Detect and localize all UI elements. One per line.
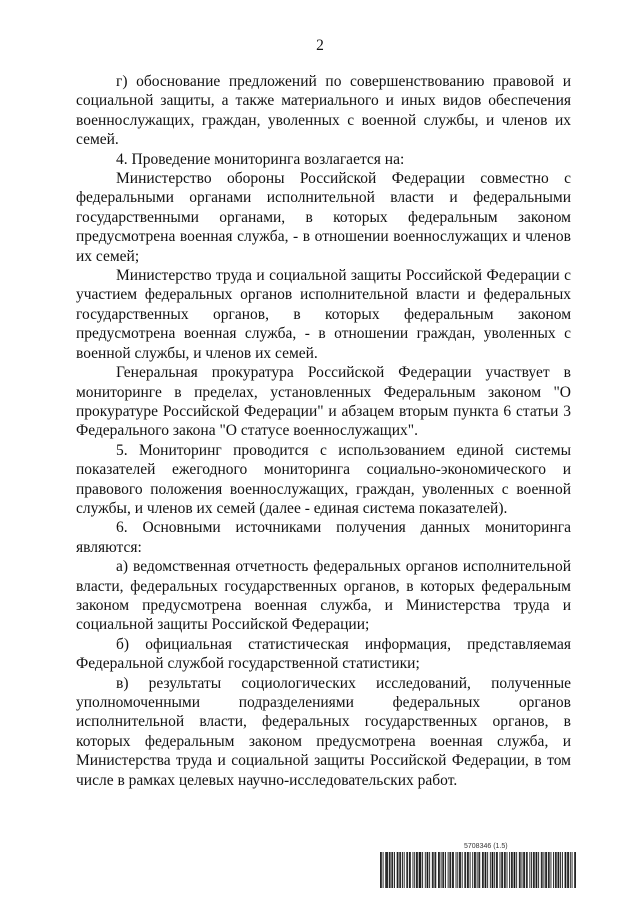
barcode <box>380 842 576 892</box>
paragraph: Генеральная прокуратура Российской Федерации участвует в мониторинге в пределах, установленных Федеральным законом "О прокуратуре Российской Федерации" и абзацем вторым пункта 6 статьи 3 Федерального закона "О статусе военнослужащих". <box>76 364 571 440</box>
barcode-caption: 5708346 (1.5) <box>464 843 508 850</box>
paragraph: 5. Мониторинг проводится с использованием единой системы показателей ежегодного мониторинга социально-экономического и правового положения военнослужащих, граждан, уволенных с военной службы, и членов их семей (далее - единая система показателей). <box>76 441 571 517</box>
paragraph: б) официальная статистическая информация, представляемая Федеральной службой государственной статистики; <box>76 635 571 673</box>
paragraph: в) результаты социологических исследований, полученные уполномоченными подразделениями федеральных органов исполнительной власти, федеральных государственных органов, в которых федеральным законом предусмотрена военная служба, и Министерства труда и социальной защиты Российской Федерации, в том числе в рамках целевых научно-исследовательских работ. <box>76 674 571 789</box>
paragraph: Министерство труда и социальной защиты Российской Федерации с участием федеральных органов исполнительной власти и федеральных государственных органов, в которых федеральным законом предусмотрена военная служба, - в отношении граждан, уволенных с военной службы, и членов их семей. <box>76 267 571 362</box>
paragraph: а) ведомственная отчетность федеральных органов исполнительной власти, федеральных государственных органов, в которых федеральным законом предусмотрена военная служба, и Министерства труда и социальной защиты Российской Федерации; <box>76 558 571 634</box>
paragraph: 4. Проведение мониторинга возлагается на: <box>116 150 405 168</box>
barcode-icon <box>380 852 576 888</box>
page-number: 2 <box>316 37 324 54</box>
paragraph: 6. Основными источниками получения данных мониторинга являются: <box>76 519 571 556</box>
paragraph: Министерство обороны Российской Федерации совместно с федеральными органами исполнительной власти и федеральными государственными органами, в которых федеральным законом предусмотрена военная служба, - в отношении военнослужащих и членов их семей; <box>76 170 571 265</box>
paragraph: г) обоснование предложений по совершенствованию правовой и социальной защиты, а также материального и иных видов обеспечения военнослужащих, граждан, уволенных с военной службы, и членов их семей. <box>76 73 571 149</box>
document-body <box>76 72 571 790</box>
